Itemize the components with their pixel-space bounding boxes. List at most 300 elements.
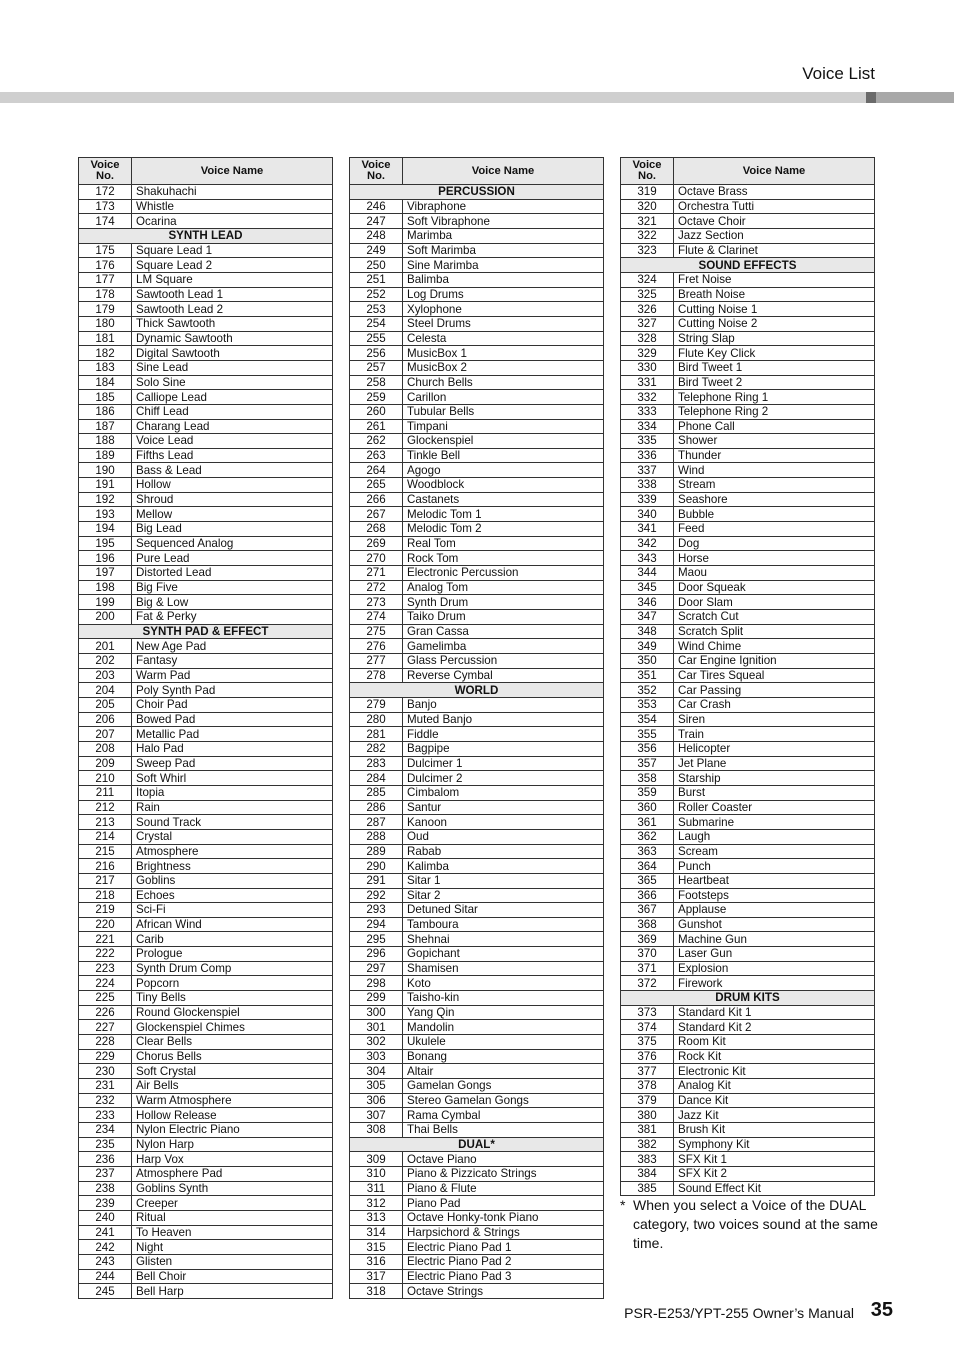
voice-name: Bell Choir [132,1269,333,1284]
voice-number: 238 [79,1181,132,1196]
voice-number: 246 [350,199,403,214]
voice-name: Poly Synth Pad [132,683,333,698]
voice-row [79,287,333,302]
voice-row [79,785,333,800]
voice-row [621,1181,875,1196]
voice-number: 371 [621,961,674,976]
voice-number: 232 [79,1093,132,1108]
voice-name: Big Lead [132,522,333,537]
voice-name: Choir Pad [132,697,333,712]
voice-number: 373 [621,1005,674,1020]
voice-row [350,932,604,947]
voice-name: Xylophone [403,302,604,317]
voice-name: Machine Gun [674,932,875,947]
voice-number: 319 [621,185,674,200]
voice-row [79,1196,333,1211]
voice-name: Atmosphere Pad [132,1166,333,1181]
voice-name: Roller Coaster [674,800,875,815]
voice-name: Burst [674,785,875,800]
voice-row [79,522,333,537]
voice-number: 202 [79,654,132,669]
voice-number: 261 [350,419,403,434]
voice-name: Submarine [674,815,875,830]
voice-number: 196 [79,551,132,566]
voice-row [350,228,604,243]
voice-row [350,1035,604,1050]
voice-name: Real Tom [403,536,604,551]
voice-number: 173 [79,199,132,214]
voice-row [79,1269,333,1284]
voice-row [350,478,604,493]
voice-name: Harpsichord & Strings [403,1225,604,1240]
voice-name: Octave Honky-tonk Piano [403,1210,604,1225]
voice-row [350,316,604,331]
voice-name: Oud [403,829,604,844]
voice-number: 334 [621,419,674,434]
voice-name: Square Lead 2 [132,258,333,273]
voice-number: 349 [621,639,674,654]
voice-row [621,1123,875,1138]
voice-number: 311 [350,1181,403,1196]
voice-name: Bubble [674,507,875,522]
voice-name: Sequenced Analog [132,536,333,551]
voice-row [79,771,333,786]
voice-number: 367 [621,903,674,918]
voice-number: 362 [621,829,674,844]
voice-row [350,1225,604,1240]
voice-row [350,1269,604,1284]
voice-name: Taisho-kin [403,991,604,1006]
voice-name: Analog Kit [674,1079,875,1094]
voice-row [79,1137,333,1152]
voice-row [79,683,333,698]
voice-number: 185 [79,390,132,405]
voice-row [350,888,604,903]
voice-name: Brightness [132,859,333,874]
voice-name-header: Voice Name [132,158,333,185]
voice-number: 201 [79,639,132,654]
voice-name: Sawtooth Lead 2 [132,302,333,317]
voice-row [621,683,875,698]
voice-name: Door Squeak [674,580,875,595]
voice-name: Soft Vibraphone [403,214,604,229]
voice-row [621,815,875,830]
voice-number: 235 [79,1137,132,1152]
voice-name: Glass Percussion [403,654,604,669]
voice-name: Starship [674,771,875,786]
voice-number: 190 [79,463,132,478]
voice-number: 183 [79,360,132,375]
voice-row [79,1093,333,1108]
voice-row [79,932,333,947]
voice-name: Ocarina [132,214,333,229]
voice-row [350,610,604,625]
voice-name: Feed [674,522,875,537]
voice-row [350,390,604,405]
voice-name: Standard Kit 1 [674,1005,875,1020]
voice-number: 352 [621,683,674,698]
voice-number: 365 [621,873,674,888]
voice-number: 251 [350,272,403,287]
table-header-row [350,158,604,185]
voice-row [79,1166,333,1181]
page-number: 35 [870,1299,893,1321]
voice-row [350,507,604,522]
voice-row [79,463,333,478]
voice-row [79,1123,333,1138]
voice-number: 258 [350,375,403,390]
voice-name: Atmosphere [132,844,333,859]
voice-row [621,1152,875,1167]
voice-name: Digital Sawtooth [132,346,333,361]
voice-number: 244 [79,1269,132,1284]
voice-number: 199 [79,595,132,610]
voice-row [621,434,875,449]
voice-number: 333 [621,404,674,419]
voice-name: Chorus Bells [132,1049,333,1064]
voice-number: 283 [350,756,403,771]
voice-name: Muted Banjo [403,712,604,727]
voice-number: 332 [621,390,674,405]
voice-row [350,331,604,346]
voice-row [621,873,875,888]
voice-name: Tamboura [403,917,604,932]
voice-row [621,390,875,405]
voice-row [350,815,604,830]
voice-row [350,1210,604,1225]
voice-row [621,316,875,331]
voice-number: 197 [79,566,132,581]
voice-name: Octave Choir [674,214,875,229]
voice-name: Bagpipe [403,741,604,756]
voice-row [79,316,333,331]
voice-row [79,610,333,625]
category-row [79,624,333,639]
category-label: SYNTH LEAD [79,228,333,243]
voice-name: Shehnai [403,932,604,947]
voice-number: 264 [350,463,403,478]
voice-name: Bird Tweet 2 [674,375,875,390]
voice-number: 177 [79,272,132,287]
voice-number: 364 [621,859,674,874]
voice-number: 297 [350,961,403,976]
voice-row [79,712,333,727]
voice-name: New Age Pad [132,639,333,654]
voice-name: Charang Lead [132,419,333,434]
voice-name: Electronic Percussion [403,566,604,581]
voice-name: Calliope Lead [132,390,333,405]
voice-number: 269 [350,536,403,551]
voice-number: 346 [621,595,674,610]
voice-name: Square Lead 1 [132,243,333,258]
voice-number: 330 [621,360,674,375]
voice-name: Prologue [132,947,333,962]
voice-number: 176 [79,258,132,273]
voice-name: Night [132,1240,333,1255]
voice-row [621,1137,875,1152]
voice-number: 220 [79,917,132,932]
voice-row [621,272,875,287]
voice-number: 363 [621,844,674,859]
voice-row [79,668,333,683]
voice-name: Bass & Lead [132,463,333,478]
voice-name: Yang Qin [403,1005,604,1020]
voice-number: 219 [79,903,132,918]
voice-row [79,1181,333,1196]
voice-row [79,1049,333,1064]
voice-number: 242 [79,1240,132,1255]
voice-row [621,507,875,522]
voice-row [350,741,604,756]
voice-no-header: Voice No. [79,158,132,185]
voice-row [350,551,604,566]
voice-row [621,419,875,434]
voice-number: 223 [79,961,132,976]
voice-name: Octave Strings [403,1284,604,1299]
voice-row [350,346,604,361]
voice-number: 370 [621,947,674,962]
voice-name: Dance Kit [674,1093,875,1108]
voice-number: 270 [350,551,403,566]
voice-number: 313 [350,1210,403,1225]
voice-name: Electric Piano Pad 2 [403,1254,604,1269]
voice-name: Big & Low [132,595,333,610]
category-label: PERCUSSION [350,185,604,200]
voice-row [621,800,875,815]
voice-row [79,1020,333,1035]
header-rule [0,92,866,103]
voice-number: 266 [350,492,403,507]
voice-row [621,932,875,947]
voice-name: Nylon Harp [132,1137,333,1152]
voice-number: 384 [621,1166,674,1181]
voice-number: 320 [621,199,674,214]
voice-number: 321 [621,214,674,229]
voice-name: LM Square [132,272,333,287]
voice-name: Octave Brass [674,185,875,200]
voice-number: 267 [350,507,403,522]
category-row [350,683,604,698]
voice-name: Fat & Perky [132,610,333,625]
voice-row [621,1064,875,1079]
voice-row [350,917,604,932]
voice-number: 301 [350,1020,403,1035]
voice-name: Rock Tom [403,551,604,566]
category-label: DUAL* [350,1137,604,1152]
voice-row [621,375,875,390]
voice-name: Fiddle [403,727,604,742]
voice-row [621,448,875,463]
voice-name: Sweep Pad [132,756,333,771]
voice-name: Jet Plane [674,756,875,771]
voice-number: 226 [79,1005,132,1020]
voice-name: Thai Bells [403,1123,604,1138]
voice-no-header: Voice No. [350,158,403,185]
voice-row [621,360,875,375]
voice-number: 198 [79,580,132,595]
voice-name: Gamelimba [403,639,604,654]
voice-row [350,448,604,463]
voice-name: Tiny Bells [132,991,333,1006]
voice-name: Brush Kit [674,1123,875,1138]
voice-row [79,419,333,434]
voice-name: Helicopter [674,741,875,756]
voice-number: 288 [350,829,403,844]
voice-row [350,1108,604,1123]
voice-row [350,580,604,595]
voice-number: 249 [350,243,403,258]
voice-number: 247 [350,214,403,229]
voice-number: 268 [350,522,403,537]
voice-name: Bird Tweet 1 [674,360,875,375]
voice-name: Rain [132,800,333,815]
voice-row [621,903,875,918]
voice-number: 379 [621,1093,674,1108]
voice-name: Ukulele [403,1035,604,1050]
voice-row [79,185,333,200]
voice-row [621,859,875,874]
voice-row [621,1093,875,1108]
voice-row [621,185,875,200]
voice-row [621,697,875,712]
voice-number: 344 [621,566,674,581]
voice-number: 213 [79,815,132,830]
voice-row [621,243,875,258]
voice-number: 245 [79,1284,132,1299]
voice-name: Round Glockenspiel [132,1005,333,1020]
voice-number: 191 [79,478,132,493]
voice-name: Sound Effect Kit [674,1181,875,1196]
voice-number: 322 [621,228,674,243]
voice-number: 227 [79,1020,132,1035]
voice-row [621,199,875,214]
voice-row [350,1284,604,1299]
voice-row [621,727,875,742]
voice-name: Tinkle Bell [403,448,604,463]
voice-number: 200 [79,610,132,625]
voice-name: Glockenspiel [403,434,604,449]
voice-name: Telephone Ring 2 [674,404,875,419]
voice-number: 348 [621,624,674,639]
voice-row [621,1049,875,1064]
voice-number: 310 [350,1166,403,1181]
voice-row [79,492,333,507]
voice-number: 326 [621,302,674,317]
voice-row [621,214,875,229]
voice-name: Warm Atmosphere [132,1093,333,1108]
header-rule-end [876,92,954,103]
voice-name: Hollow [132,478,333,493]
voice-number: 250 [350,258,403,273]
voice-number: 309 [350,1152,403,1167]
voice-row [621,346,875,361]
voice-row [621,1166,875,1181]
manual-title: PSR-E253/YPT-255 Owner’s Manual [624,1305,854,1321]
voice-name: Koto [403,976,604,991]
voice-number: 361 [621,815,674,830]
voice-name: Sitar 1 [403,873,604,888]
voice-number: 341 [621,522,674,537]
voice-name: Bell Harp [132,1284,333,1299]
voice-row [350,961,604,976]
voice-name: Cimbalom [403,785,604,800]
voice-name: Warm Pad [132,668,333,683]
voice-row [350,1254,604,1269]
voice-number: 195 [79,536,132,551]
voice-name: Punch [674,859,875,874]
voice-name: Shakuhachi [132,185,333,200]
voice-row [79,697,333,712]
voice-name: Fifths Lead [132,448,333,463]
voice-row [79,1240,333,1255]
voice-number: 323 [621,243,674,258]
voice-number: 262 [350,434,403,449]
voice-row [350,1123,604,1138]
voice-row [350,1093,604,1108]
voice-name: Goblins [132,873,333,888]
voice-name: Carillon [403,390,604,405]
voice-row [350,566,604,581]
voice-row [79,859,333,874]
voice-number: 211 [79,785,132,800]
voice-row [350,991,604,1006]
voice-table-column-1 [78,157,333,1299]
voice-name: Siren [674,712,875,727]
voice-number: 304 [350,1064,403,1079]
voice-number: 285 [350,785,403,800]
voice-name: Tubular Bells [403,404,604,419]
voice-number: 234 [79,1123,132,1138]
voice-number: 355 [621,727,674,742]
voice-name: Rabab [403,844,604,859]
voice-row [350,1020,604,1035]
voice-table-column-2 [349,157,604,1299]
voice-row [79,214,333,229]
voice-name: Maou [674,566,875,581]
voice-name: Standard Kit 2 [674,1020,875,1035]
voice-number: 376 [621,1049,674,1064]
voice-row [621,756,875,771]
voice-name: Soft Marimba [403,243,604,258]
voice-row [350,947,604,962]
voice-name: Dog [674,536,875,551]
voice-number: 312 [350,1196,403,1211]
voice-name: Scream [674,844,875,859]
voice-name: Shroud [132,492,333,507]
voice-number: 372 [621,976,674,991]
voice-name: Breath Noise [674,287,875,302]
voice-row [79,507,333,522]
voice-number: 274 [350,610,403,625]
voice-name: Melodic Tom 1 [403,507,604,522]
voice-number: 324 [621,272,674,287]
voice-number: 343 [621,551,674,566]
voice-row [350,1240,604,1255]
voice-number: 366 [621,888,674,903]
voice-number: 216 [79,859,132,874]
voice-number: 259 [350,390,403,405]
voice-number: 230 [79,1064,132,1079]
voice-name: Clear Bells [132,1035,333,1050]
voice-name-header: Voice Name [403,158,604,185]
voice-row [79,800,333,815]
voice-number: 302 [350,1035,403,1050]
voice-number: 217 [79,873,132,888]
voice-row [621,712,875,727]
voice-row [79,888,333,903]
voice-name: Nylon Electric Piano [132,1123,333,1138]
voice-name: Firework [674,976,875,991]
